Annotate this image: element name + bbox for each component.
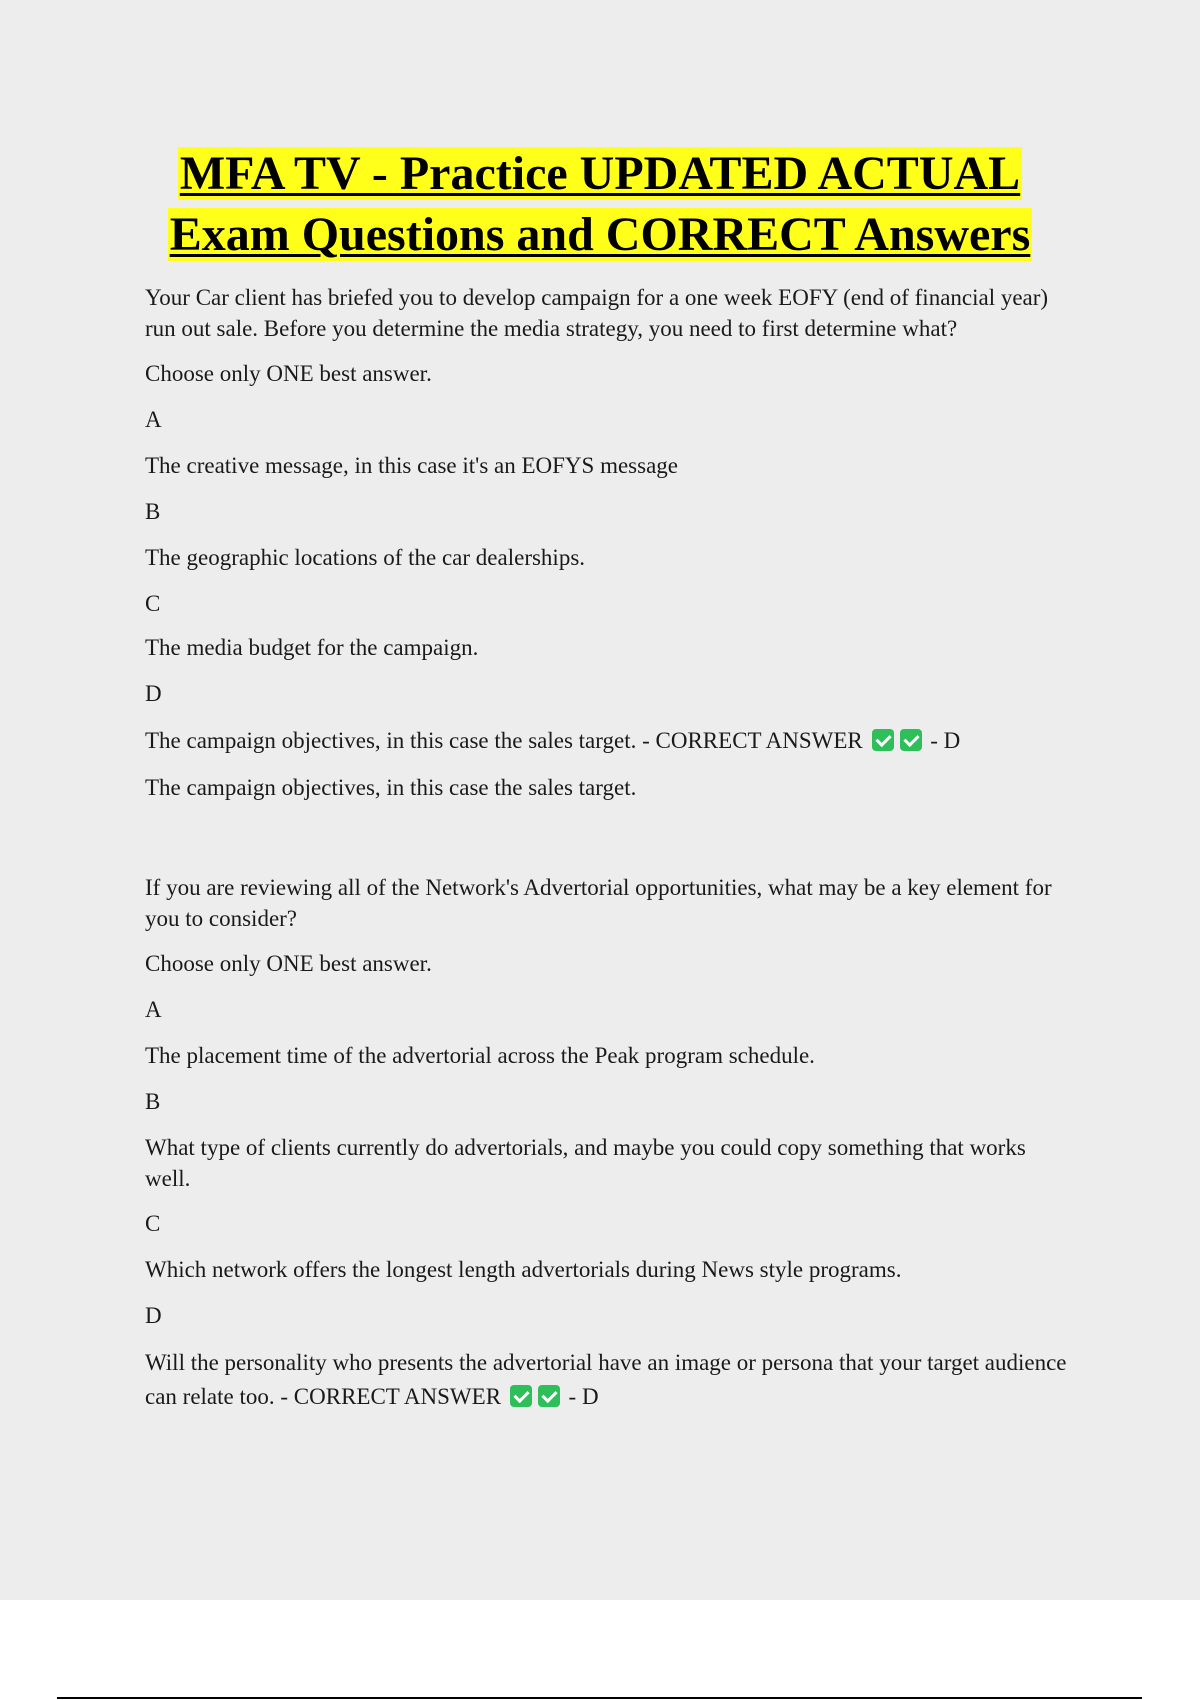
option-letter: A [145, 407, 162, 432]
answer-suffix: - D [930, 728, 961, 753]
footer-divider [57, 1697, 1142, 1699]
instruction-text: Choose only ONE best answer. [145, 361, 432, 386]
option-letter: C [145, 591, 161, 616]
option-text: The geographic locations of the car dealerships. [145, 545, 586, 570]
option-text: The campaign objectives, in this case the sales target. - CORRECT ANSWER [145, 728, 863, 753]
option-letter: A [145, 997, 162, 1022]
title-line-2: Exam Questions and CORRECT Answers [169, 208, 1031, 261]
check-mark-icon [900, 729, 922, 751]
option-text: The creative message, in this case it's an EOFYS message [145, 453, 678, 478]
option-letter: C [145, 1211, 161, 1236]
option-letter: D [145, 681, 162, 706]
document-title [0, 143, 1200, 265]
question-text: Your Car client has briefed you to develop campaign for a one week EOFY (end of financial year) run out sale. Before you determine the media strategy, you need to first determine what? [145, 285, 1049, 341]
option-letter: D [145, 1303, 162, 1328]
check-mark-icon [510, 1385, 532, 1407]
option-letter: B [145, 499, 161, 524]
check-mark-icon [538, 1385, 560, 1407]
correct-answer-line [145, 725, 1075, 756]
option-text: Which network offers the longest length advertorials during News style programs. [145, 1257, 902, 1282]
answer-suffix: - D [568, 1384, 599, 1409]
answer-explanation: The campaign objectives, in this case the sales target. [145, 775, 637, 800]
option-letter: B [145, 1089, 161, 1114]
title-line-1: MFA TV - Practice UPDATED ACTUAL [179, 147, 1021, 200]
check-mark-icon [872, 729, 894, 751]
instruction-text: Choose only ONE best answer. [145, 951, 432, 976]
correct-answer-line [145, 1346, 1075, 1414]
option-text: Will the personality who presents the advertorial have an image or persona that your target audience can relate too. - CORRECT ANSWER [145, 1350, 1067, 1409]
question-text: If you are reviewing all of the Network's Advertorial opportunities, what may be a key element for you to consider? [145, 875, 1052, 931]
option-text: The placement time of the advertorial across the Peak program schedule. [145, 1043, 815, 1068]
option-text: The media budget for the campaign. [145, 635, 479, 660]
option-text: What type of clients currently do advertorials, and maybe you could copy something that works well. [145, 1135, 1026, 1191]
